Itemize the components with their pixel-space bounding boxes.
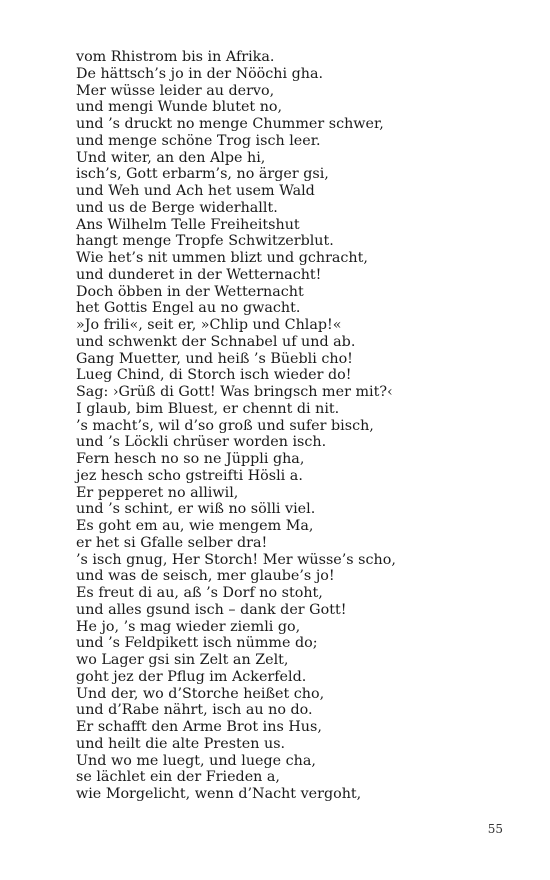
poem-line: und dunderet in der Wetternacht! [76,266,322,283]
poem-line: Er schafft den Arme Brot ins Hus, [76,719,322,735]
poem-line: Und witer, an den Alpe hi, [76,149,266,166]
poem-line: und menge schöne Trog isch leer. [76,132,321,149]
poem-line: und d’Rabe nährt, isch au no do. [76,702,313,719]
poem-line: ’s isch gnug, Her Storch! Mer wüsse’s scho, [76,551,396,568]
poem-text [76,49,396,803]
poem-line: und ’s Löckli chrüser worden isch. [76,434,327,451]
poem-line: Und der, wo d’Storche heißet cho, [76,685,325,702]
poem-line: und heilt die alte Presten us. [76,735,286,752]
poem-line: hangt menge Tropfe Schwitzerblut. [76,233,334,250]
poem-line: het Gottis Engel au no gwacht. [76,300,301,317]
poem-line: ’s macht’s, wil d’so groß und sufer bisch, [76,417,374,434]
poem-line: wie Morgelicht, wenn d’Nacht vergoht, [76,786,362,802]
poem-line: Wie het’s nit ummen blizt und gchracht, [76,250,368,266]
poem-line: Es goht em au, wie mengem Ma, [76,518,314,534]
poem-line: isch’s, Gott erbarm’s, no ärger gsi, [76,166,329,183]
poem-line: jez hesch scho gstreifti Hösli a. [76,467,303,484]
poem-line: und ’s druckt no menge Chummer schwer, [76,116,384,132]
poem-line: und alles gsund isch – dank der Gott! [76,601,347,618]
poem-line: und schwenkt der Schnabel uf und ab. [76,333,356,350]
poem-line: Es freut di au, aß ’s Dorf no stoht, [76,585,323,601]
poem-line: Sag: ›Grüß di Gott! Was bringsch mer mit?‹ [76,384,393,400]
poem-line: Gang Muetter, und heiß ’s Büebli cho! [76,350,353,367]
poem-line: vom Rhistrom bis in Afrika. [76,49,275,65]
poem-line: Ans Wilhelm Telle Freiheitshut [76,216,300,233]
poem-line: Er pepperet no alliwil, [76,484,239,501]
poem-line: goht jez der Pflug im Ackerfeld. [76,668,307,685]
poem-line: Lueg Chind, di Storch isch wieder do! [76,367,352,384]
page-number: 55 [487,822,503,836]
poem-line: Fern hesch no so ne Jüppli gha, [76,451,305,467]
poem-line: Und wo me luegt, und luege cha, [76,752,316,769]
poem-line: De hättsch’s jo in der Nööchi gha. [76,65,324,82]
poem-line: und us de Berge widerhallt. [76,199,278,216]
poem-line: Mer wüsse leider au dervo, [76,82,275,99]
poem-line: wo Lager gsi sin Zelt an Zelt, [76,652,289,668]
poem-line: se lächlet ein der Frieden a, [76,769,280,786]
poem-line: He jo, ’s mag wieder ziemli go, [76,618,301,635]
poem-line: er het si Gfalle selber dra! [76,534,268,551]
poem-line: und was de seisch, mer glaube’s jo! [76,568,335,585]
poem-line: und ’s Feldpikett isch nümme do; [76,635,318,652]
poem-line: »Jo frili«, seit er, »Chlip und Chlap!« [76,317,342,333]
poem-line: und ’s schint, er wiß no sölli viel. [76,501,316,518]
poem-line: Doch öbben in der Wetternacht [76,283,304,300]
poem-line: I glaub, bim Bluest, er chennt di nit. [76,400,340,417]
poem-line: und mengi Wunde blutet no, [76,99,283,116]
poem-line: und Weh und Ach het usem Wald [76,183,315,199]
